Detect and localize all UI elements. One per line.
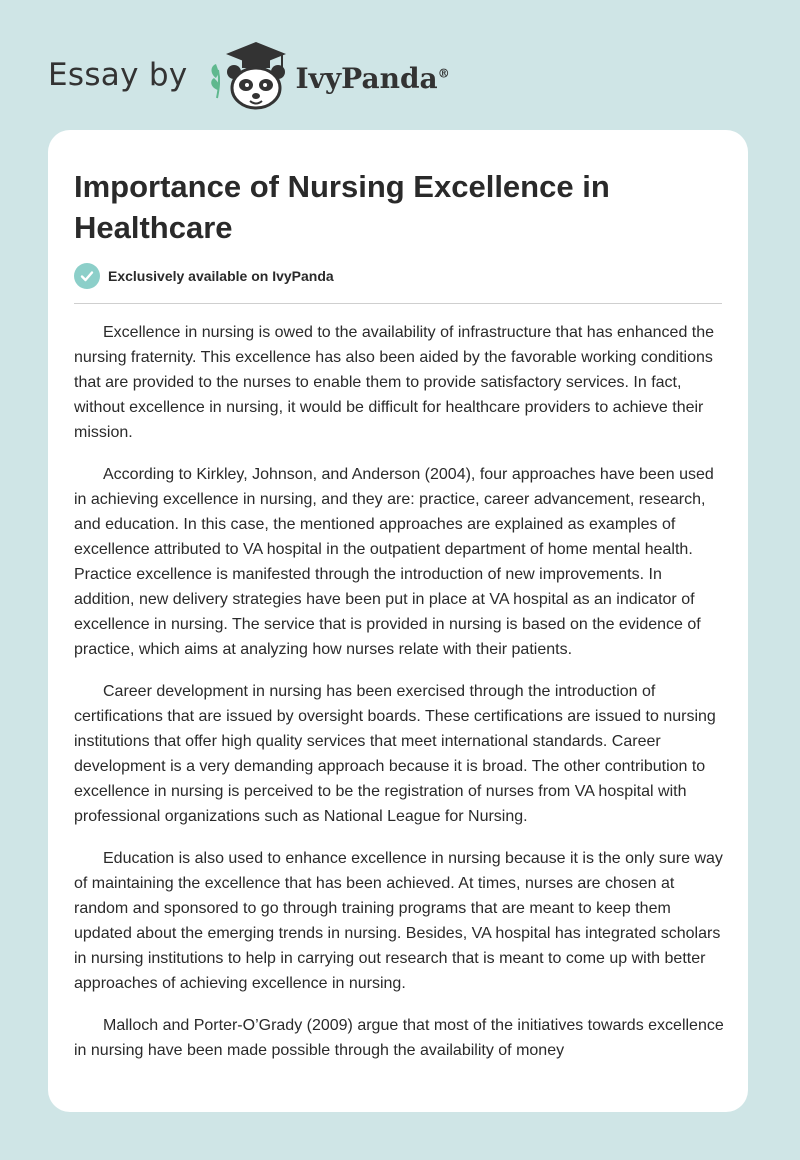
registered-mark: ®	[437, 66, 450, 81]
paragraph: Education is also used to enhance excellence in nursing because it is the only sure way of maintaining the excellence that has been achieved. At times, nurses are chosen at random and sponsored to go through training programs that are meant to keep them updated about the emerging trends in nursing. Besides, VA hospital has integrated scholars in nursing institutions to help in carrying out research that is meant to come up with better approaches of achieving excellence in nursing.	[74, 850, 723, 992]
check-icon	[74, 263, 100, 289]
essay-card	[48, 130, 748, 1112]
paragraph: According to Kirkley, Johnson, and Anderson (2004), four approaches have been used in achieving excellence in nursing, and they are: practice, career advancement, research, and education. In this case, the mentioned approaches are explained as examples of excellence attributed to VA hospital in the outpatient department of home mental health. Practice excellence is manifested through the introduction of new improvements. In addition, new delivery strategies have been put in place at VA hospital as an indicator of excellence in nursing. The service that is provided in nursing is based on the evidence of practice, which aims at analyzing how nurses relate with their patients.	[74, 466, 714, 658]
panda-logo-icon[interactable]	[206, 40, 290, 110]
brand-label: IvyPanda	[295, 61, 438, 95]
divider	[74, 303, 722, 304]
brand-name	[296, 62, 450, 95]
paragraph: Career development in nursing has been exercised through the introduction of certifications that are issued by oversight boards. These certifications are issued to nursing institutions that offer high quality services that meet international standards. Career development is a very demanding approach because it is broad. The other contribution to excellence in nursing is perceived to be the registration of nurses from VA hospital with professional organizations such as National League for Nursing.	[74, 683, 716, 825]
paragraph: Excellence in nursing is owed to the availability of infrastructure that has enhanced the nursing fraternity. This excellence has also been aided by the favorable working conditions that are provided to the nurses to enable them to provide satisfactory services. In fact, without excellence in nursing, it would be difficult for healthcare providers to achieve their mission.	[74, 324, 715, 441]
essay-body	[74, 320, 726, 1080]
essay-by-label: Essay by	[48, 57, 188, 93]
site-header	[48, 40, 450, 110]
exclusive-badge-label: Exclusively available on IvyPanda	[108, 268, 334, 284]
paragraph: Malloch and Porter-O’Grady (2009) argue that most of the initiatives towards excellence in nursing have been made possible through the availability of money	[74, 1017, 724, 1059]
page-title: Importance of Nursing Excellence in Healthcare	[74, 169, 610, 245]
exclusive-badge	[74, 263, 334, 289]
